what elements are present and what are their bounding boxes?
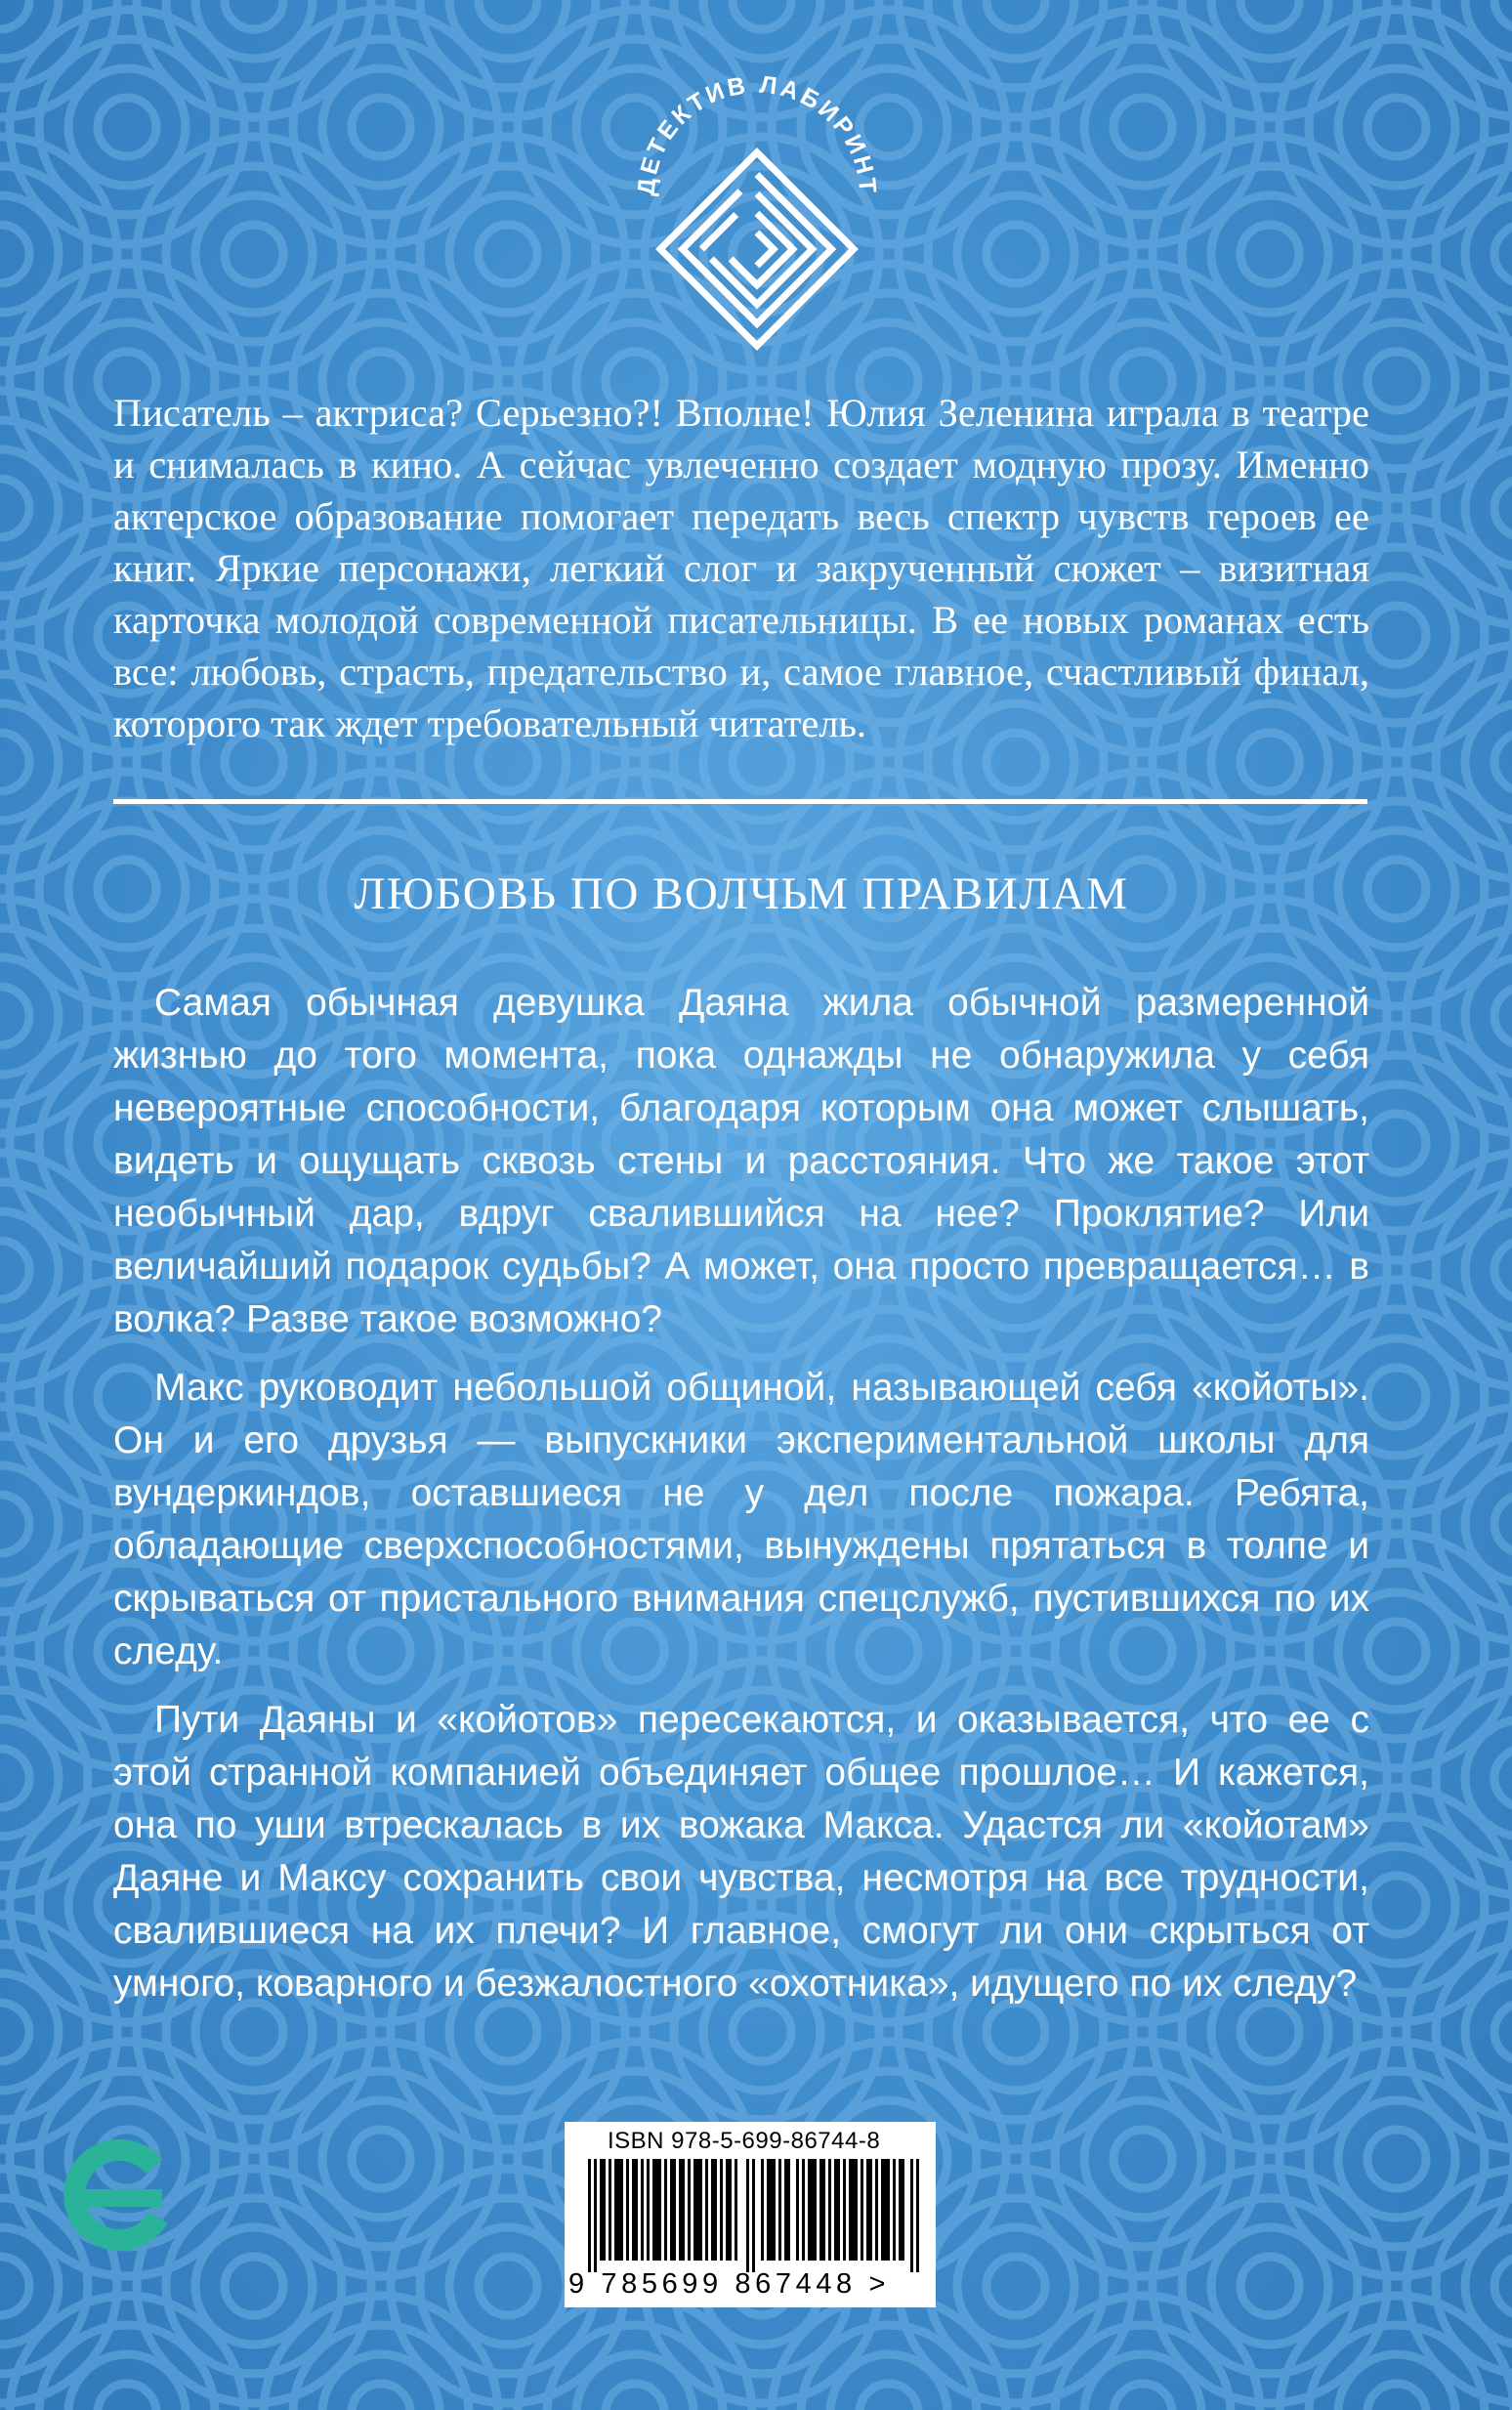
book-title: ЛЮБОВЬ ПО ВОЛЧЬМ ПРАВИЛАМ <box>354 868 1129 919</box>
author-bio: Писатель – актриса? Серьезно?! Вполне! Юлия Зеленина играла в театре и снималась в кино. А сейчас увлеченно создает модную прозу. Именно актерское образование помогает передать весь спектр чувств героев ее книг. Яркие персонажи, легкий слог и закрученный сюжет – визитная карточка молодой современной писательницы. В ее новых романах есть все: любовь, страсть, предательство и, самое главное, счастливый финал, которого так ждет требовательный читатель. <box>113 391 1369 745</box>
section-divider <box>113 799 1367 804</box>
book-description <box>113 977 1369 2026</box>
barcode-digits: 9 785699 867448 > <box>568 2268 890 2300</box>
series-badge-labyrinth <box>625 49 889 361</box>
isbn-barcode-block <box>565 2122 936 2307</box>
description-paragraph: Макс руководит небольшой общиной, называющей себя «койоты». Он и его друзья — выпускники экспериментальной школы для вундеркиндов, оставшиеся не у дел после пожара. Ребята, обладающие сверхспособностями, вынуждены прятаться в толпе и скрываться от пристального внимания спецслужб, пустившихся по их следу. <box>113 1367 1369 1672</box>
description-paragraph: Пути Даяны и «койотов» пересекаются, и оказывается, что ее с этой странной компанией объединяет общее прошлое… И кажется, она по уши втрескалась в их вожака Макса. Удастся ли «койотам» Даяне и Максу сохранить свои чувства, несмотря на все трудности, свалившиеся на их плечи? И главное, смогут ли они скрыться от умного, коварного и безжалостного «охотника», идущего по их следу? <box>113 1699 1369 2005</box>
labyrinth-icon <box>660 152 854 346</box>
description-paragraph: Самая обычная девушка Даяна жила обычной размеренной жизнью до того момента, пока однажды не обнаружила у себя невероятные способности, благодаря которым она может слышать, видеть и ощущать сквозь стены и расстояния. Что же такое этот необычный дар, вдруг свалившийся на нее? Проклятие? Или величайший подарок судьбы? А может, она просто превращается… в волка? Разве такое возможно? <box>113 982 1369 1340</box>
isbn-label: ISBN 978-5-699-86744-8 <box>608 2128 881 2154</box>
series-badge-text: ДЕТЕКТИВ ЛАБИРИНТ <box>632 70 882 197</box>
barcode-icon <box>588 2159 920 2272</box>
publisher-logo-icon <box>61 2128 178 2264</box>
